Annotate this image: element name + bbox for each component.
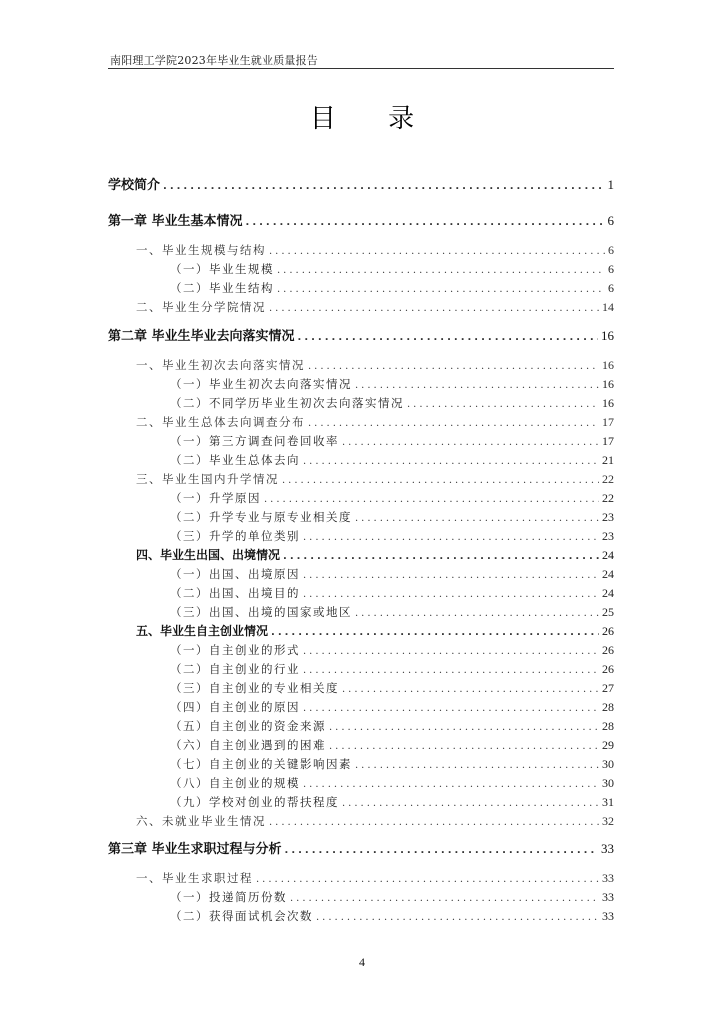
- toc-entry-title: 一、毕业生求职过程: [136, 871, 253, 885]
- toc-entry-page: 30: [602, 757, 614, 771]
- toc-entry-title: （二）毕业生总体去向: [170, 453, 300, 467]
- toc-entry-title: （四）自主创业的原因: [170, 700, 300, 714]
- toc-leader-dots: [246, 214, 605, 232]
- toc-entry-page: 25: [602, 605, 614, 619]
- toc-entry[interactable]: [170, 489, 614, 507]
- toc-leader-dots: [269, 814, 599, 832]
- toc-entry[interactable]: [170, 660, 614, 678]
- toc-leader-dots: [342, 434, 599, 452]
- toc-entry-page: 1: [607, 177, 614, 192]
- toc-entry-title: （三）自主创业的专业相关度: [170, 681, 339, 695]
- toc-entry-title: （六）自主创业遇到的困难: [170, 738, 326, 752]
- toc-entry-page: 14: [602, 300, 614, 314]
- toc-entry-page: 30: [602, 776, 614, 790]
- toc-entry[interactable]: [136, 812, 614, 830]
- toc-entry[interactable]: [136, 470, 614, 488]
- toc-entry[interactable]: [170, 565, 614, 583]
- toc-entry[interactable]: [108, 212, 614, 230]
- table-of-contents: [108, 0, 614, 1024]
- toc-entry-page: 22: [602, 472, 614, 486]
- toc-leader-dots: [303, 567, 599, 585]
- toc-entry-title: （一）毕业生初次去向落实情况: [170, 377, 352, 391]
- toc-leader-dots: [303, 643, 599, 661]
- toc-entry[interactable]: [170, 736, 614, 754]
- toc-entry-page: 26: [602, 662, 614, 676]
- toc-entry[interactable]: [170, 527, 614, 545]
- toc-leader-dots: [308, 415, 599, 433]
- toc-entry-page: 28: [602, 700, 614, 714]
- toc-entry-title: 第二章 毕业生毕业去向落实情况: [108, 329, 295, 344]
- toc-entry[interactable]: [170, 603, 614, 621]
- toc-entry[interactable]: [170, 679, 614, 697]
- toc-entry-page: 23: [602, 510, 614, 524]
- toc-leader-dots: [264, 491, 599, 509]
- toc-leader-dots: [298, 329, 598, 347]
- toc-entry-title: （三）升学的单位类别: [170, 529, 300, 543]
- toc-leader-dots: [308, 358, 599, 376]
- toc-entry[interactable]: [170, 508, 614, 526]
- toc-leader-dots: [303, 662, 599, 680]
- toc-entry-title: （九）学校对创业的帮扶程度: [170, 795, 339, 809]
- toc-entry-title: （二）获得面试机会次数: [170, 909, 313, 923]
- toc-entry-page: 31: [602, 795, 614, 809]
- toc-entry[interactable]: [170, 394, 614, 412]
- toc-entry[interactable]: [170, 451, 614, 469]
- toc-entry[interactable]: [170, 774, 614, 792]
- toc-leader-dots: [303, 776, 599, 794]
- toc-leader-dots: [163, 178, 604, 196]
- toc-entry[interactable]: [170, 793, 614, 811]
- toc-entry[interactable]: [170, 279, 614, 297]
- toc-entry-page: 16: [602, 377, 614, 391]
- toc-entry-page: 32: [602, 814, 614, 828]
- page-number: 4: [359, 955, 365, 969]
- toc-entry-title: 二、毕业生总体去向调查分布: [136, 415, 305, 429]
- toc-entry[interactable]: [136, 869, 614, 887]
- toc-entry-page: 33: [602, 909, 614, 923]
- toc-leader-dots: [303, 529, 599, 547]
- toc-entry-title: （三）出国、出境的国家或地区: [170, 605, 352, 619]
- toc-leader-dots: [269, 300, 599, 318]
- toc-entry-page: 17: [602, 415, 614, 429]
- toc-leader-dots: [355, 510, 599, 528]
- toc-entry-page: 33: [601, 841, 614, 856]
- toc-entry-page: 24: [602, 586, 614, 600]
- toc-leader-dots: [290, 890, 599, 908]
- toc-entry-title: （八）自主创业的规模: [170, 776, 300, 790]
- toc-entry-page: 16: [602, 396, 614, 410]
- toc-leader-dots: [355, 605, 599, 623]
- toc-entry-title: （二）出国、出境目的: [170, 586, 300, 600]
- toc-entry-page: 26: [602, 643, 614, 657]
- toc-entry-page: 16: [601, 328, 614, 343]
- toc-entry[interactable]: [136, 622, 614, 640]
- toc-entry-page: 24: [602, 567, 614, 581]
- toc-leader-dots: [329, 719, 599, 737]
- toc-leader-dots: [285, 842, 598, 860]
- toc-entry[interactable]: [170, 375, 614, 393]
- toc-entry-title: （二）毕业生结构: [170, 281, 274, 295]
- toc-entry-title: （一）投递简历份数: [170, 890, 287, 904]
- toc-leader-dots: [303, 700, 599, 718]
- toc-entry[interactable]: [170, 641, 614, 659]
- toc-entry-title: 学校简介: [108, 178, 161, 193]
- toc-entry-page: 29: [602, 738, 614, 752]
- toc-leader-dots: [277, 281, 605, 299]
- toc-entry[interactable]: [170, 888, 614, 906]
- toc-entry[interactable]: [136, 546, 614, 564]
- toc-entry-title: 第三章 毕业生求职过程与分析: [108, 842, 282, 857]
- toc-entry-page: 6: [608, 262, 614, 276]
- toc-entry[interactable]: [170, 907, 614, 925]
- toc-entry-title: （一）自主创业的形式: [170, 643, 300, 657]
- toc-entry-page: 28: [602, 719, 614, 733]
- toc-entry[interactable]: [108, 327, 614, 345]
- toc-entry-title: （二）升学专业与原专业相关度: [170, 510, 352, 524]
- toc-entry-page: 33: [602, 871, 614, 885]
- toc-leader-dots: [277, 262, 605, 280]
- toc-leader-dots: [283, 548, 599, 566]
- toc-entry[interactable]: [136, 241, 614, 259]
- toc-entry-title: （一）第三方调查问卷回收率: [170, 434, 339, 448]
- toc-entry-title: （一）出国、出境原因: [170, 567, 300, 581]
- toc-entry-title: （二）不同学历毕业生初次去向落实情况: [170, 396, 404, 410]
- toc-entry[interactable]: [136, 356, 614, 374]
- toc-entry[interactable]: [170, 698, 614, 716]
- toc-leader-dots: [355, 757, 599, 775]
- toc-entry-title: 五、毕业生自主创业情况: [136, 624, 269, 638]
- toc-entry-page: 26: [602, 624, 614, 638]
- toc-entry-page: 21: [602, 453, 614, 467]
- toc-entry-title: （一）升学原因: [170, 491, 261, 505]
- toc-leader-dots: [303, 453, 599, 471]
- toc-entry-page: 6: [608, 243, 614, 257]
- toc-leader-dots: [342, 681, 599, 699]
- toc-leader-dots: [282, 472, 599, 490]
- toc-entry-title: 四、毕业生出国、出境情况: [136, 548, 281, 562]
- toc-entry[interactable]: [136, 298, 614, 316]
- toc-leader-dots: [355, 377, 599, 395]
- toc-title: 目 录: [309, 104, 437, 134]
- toc-entry-page: 6: [608, 281, 614, 295]
- running-header: 南阳理工学院2023年毕业生就业质量报告: [110, 54, 318, 67]
- toc-entry-title: （五）自主创业的资金来源: [170, 719, 326, 733]
- toc-entry-title: 三、毕业生国内升学情况: [136, 472, 279, 486]
- toc-entry-page: 6: [607, 213, 614, 228]
- toc-leader-dots: [329, 738, 599, 756]
- toc-entry-page: 22: [602, 491, 614, 505]
- toc-leader-dots: [256, 871, 599, 889]
- toc-leader-dots: [269, 243, 605, 261]
- toc-entry-page: 27: [602, 681, 614, 695]
- toc-entry-title: （二）自主创业的行业: [170, 662, 300, 676]
- toc-entry-title: 第一章 毕业生基本情况: [108, 214, 243, 229]
- toc-entry-page: 17: [602, 434, 614, 448]
- toc-entry-page: 23: [602, 529, 614, 543]
- toc-entry-title: 一、毕业生初次去向落实情况: [136, 358, 305, 372]
- toc-entry-title: （七）自主创业的关键影响因素: [170, 757, 352, 771]
- toc-entry-title: 二、毕业生分学院情况: [136, 300, 266, 314]
- toc-leader-dots: [407, 396, 599, 414]
- toc-entry-page: 33: [602, 890, 614, 904]
- toc-entry[interactable]: [170, 717, 614, 735]
- toc-entry-title: 六、未就业毕业生情况: [136, 814, 266, 828]
- toc-leader-dots: [271, 624, 599, 642]
- toc-entry[interactable]: [170, 584, 614, 602]
- toc-leader-dots: [342, 795, 599, 813]
- toc-entry[interactable]: [108, 176, 614, 194]
- toc-entry-title: （一）毕业生规模: [170, 262, 274, 276]
- toc-leader-dots: [316, 909, 599, 927]
- toc-entry[interactable]: [170, 260, 614, 278]
- toc-entry-title: 一、毕业生规模与结构: [136, 243, 266, 257]
- toc-entry[interactable]: [108, 840, 614, 858]
- toc-entry[interactable]: [136, 413, 614, 431]
- toc-entry-page: 24: [602, 548, 614, 562]
- toc-entry-page: 16: [602, 358, 614, 372]
- toc-entry[interactable]: [170, 432, 614, 450]
- toc-entry[interactable]: [170, 755, 614, 773]
- toc-leader-dots: [303, 586, 599, 604]
